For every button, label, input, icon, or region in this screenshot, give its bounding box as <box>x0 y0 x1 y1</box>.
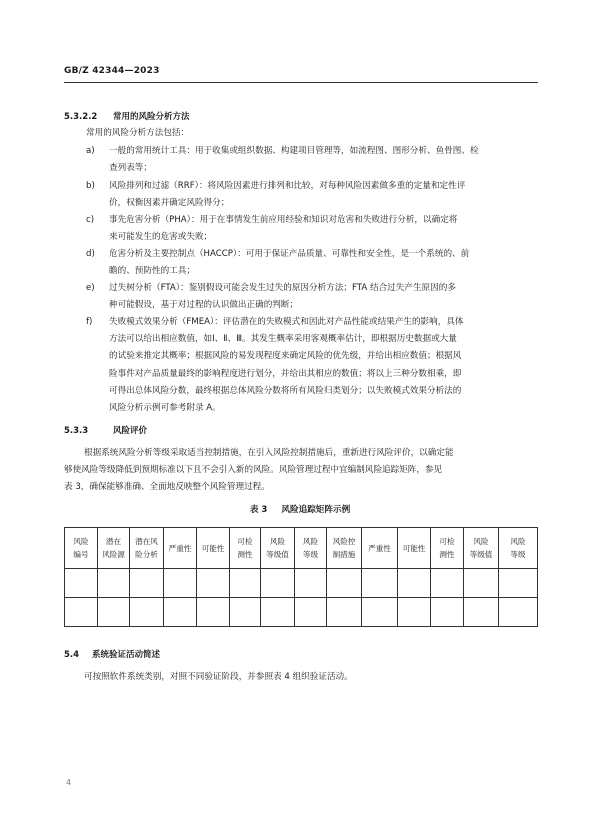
list-item-label: e) <box>86 283 95 293</box>
section-number: 5.4 <box>64 650 80 660</box>
table-row <box>65 569 538 598</box>
list-item <box>86 143 537 177</box>
column-header: 可能性 <box>197 528 230 569</box>
table-cell <box>398 598 431 627</box>
column-header: 潜在 风险源 <box>98 528 130 569</box>
table-cell <box>431 569 464 598</box>
table-cell <box>431 598 464 627</box>
table-cell <box>98 569 130 598</box>
list-item-line: 风险分析示例可参考附录 A。 <box>109 403 221 414</box>
column-header: 风险 等级 <box>499 528 538 569</box>
list-item <box>86 212 537 246</box>
column-header: 风险 等级 <box>295 528 327 569</box>
table-cell <box>499 569 538 598</box>
section-title: 常用的风险分析方法 <box>113 112 190 122</box>
list-item-line: 的试验来推定其概率；根据风险的易发现程度来确定风险的优先级，并给出相应数值；根据风 <box>109 351 462 362</box>
section-number: 5.3.2.2 <box>64 112 98 122</box>
table-cell <box>295 569 327 598</box>
list-item-line: 来可能发生的危害或失败； <box>109 232 213 243</box>
list-item-label: a) <box>86 146 95 156</box>
section-heading-5322 <box>64 110 190 122</box>
column-header: 风险控 制措施 <box>327 528 362 569</box>
list-item-line: 方法可以给出相应数值，如Ⅰ、Ⅱ、Ⅲ。其发生概率采用客观概率估计，即根据历史数据或大量 <box>109 334 457 345</box>
paragraph-line: 根据系统风险分析等级采取适当控制措施，在引入风险控制措施后，重新进行风险评价，以确定能 <box>84 448 454 458</box>
table-cell <box>464 569 499 598</box>
risk-tracking-matrix-table <box>64 527 538 627</box>
table-cell <box>65 569 98 598</box>
table-cell <box>197 598 230 627</box>
list-item-line: 一般的常用统计工具：用于收集或组织数据、构建项目管理等，如流程图、图形分析、鱼骨图、检 <box>109 146 479 156</box>
risk-evaluation-paragraph <box>64 445 537 496</box>
list-item-label: c) <box>86 215 95 225</box>
list-item-line: 价，权衡因素并确定风险得分； <box>109 198 230 209</box>
table-cell <box>230 598 261 627</box>
table-cell <box>398 569 431 598</box>
table-cell <box>98 598 130 627</box>
list-item-line: 事先危害分析（PHA）：用于在事情发生前应用经验和知识对危害和失败进行分析，以确定将 <box>109 215 458 225</box>
table-cell <box>362 569 398 598</box>
list-item-label: d) <box>86 249 95 259</box>
table-cell <box>327 598 362 627</box>
table-cell <box>499 598 538 627</box>
column-header: 可检 测性 <box>431 528 464 569</box>
paragraph-line: 表 3，确保能够准确、全面地反映整个风险管理过程。 <box>64 482 270 492</box>
list-item-line: 险事件对产品质量最终的影响程度进行划分，并给出其相应的数值；将以上三种分数相乘，即 <box>109 368 462 379</box>
list-item-line: 风险排列和过滤（RRF）：将风险因素进行排列和比较，对每种风险因素做多重的定量和定性评 <box>109 181 466 191</box>
methods-intro: 常用的风险分析方法包括： <box>86 128 190 138</box>
column-header: 潜在风 险分析 <box>130 528 164 569</box>
column-header: 严重性 <box>164 528 197 569</box>
table-cell <box>362 598 398 627</box>
list-item-line: 危害分析及主要控制点（HACCP）：可用于保证产品质量、可靠性和安全性，是一个系统的、前 <box>109 249 470 259</box>
list-item-label: b) <box>86 181 95 191</box>
table-row <box>65 598 538 627</box>
list-item-line: 种可能假设，基于对过程的认识做出正确的判断； <box>109 300 299 311</box>
table-header-row <box>65 528 538 569</box>
table-cell <box>261 598 295 627</box>
list-item-line: 瞻的、预防性的工具； <box>109 266 195 277</box>
list-item-label: f) <box>86 317 93 327</box>
column-header: 风险 等级值 <box>261 528 295 569</box>
column-header: 可检 测性 <box>230 528 261 569</box>
column-header: 风险 等级值 <box>464 528 499 569</box>
column-header: 可能性 <box>398 528 431 569</box>
table-cell <box>164 569 197 598</box>
list-item-line: 查列表等； <box>109 163 152 174</box>
table-title: 风险追踪矩阵示例 <box>281 505 351 515</box>
section-heading-54 <box>64 648 160 660</box>
table-cell <box>327 569 362 598</box>
list-item <box>86 280 537 314</box>
table-cell <box>261 569 295 598</box>
table-cell <box>130 598 164 627</box>
table-cell <box>230 569 261 598</box>
section-number: 5.3.3 <box>64 426 89 436</box>
table-cell <box>164 598 197 627</box>
list-item-line: 可得出总体风险分数，最终根据总体风险分数将所有风险归类划分；以失败模式效果分析法的 <box>109 385 462 396</box>
section-heading-533 <box>64 424 147 436</box>
list-item <box>86 178 537 212</box>
column-header: 严重性 <box>362 528 398 569</box>
table-cell <box>295 598 327 627</box>
verification-paragraph: 可按照软件系统类别，对照不同验证阶段，并参照表 4 组织验证活动。 <box>84 672 353 682</box>
table-cell <box>65 598 98 627</box>
standard-number: GB/Z 42344—2023 <box>64 66 160 76</box>
table-cell <box>464 598 499 627</box>
table-caption <box>0 503 600 515</box>
header-rule <box>64 82 538 83</box>
list-item-line: 过失树分析（FTA）：鉴别假设可能会发生过失的原因分析方法；FTA 结合过失产生原因的多 <box>109 283 456 293</box>
table-body <box>65 569 538 627</box>
list-item <box>86 314 537 417</box>
paragraph-line: 够使风险等级降低到预期标准以下且不会引入新的风险。风险管理过程中宜编制风险追踪矩阵，参见 <box>64 465 443 475</box>
table-cell <box>130 569 164 598</box>
list-item-line: 失败模式效果分析（FMEA）：评估潜在的失败模式和因此对产品性能或结果产生的影响，具体 <box>109 317 464 327</box>
table-cell <box>197 569 230 598</box>
section-title: 系统验证活动简述 <box>92 650 161 660</box>
section-title: 风险评价 <box>113 426 148 436</box>
list-item <box>86 246 537 280</box>
column-header: 风险 编号 <box>65 528 98 569</box>
page-number: 4 <box>66 778 72 787</box>
table-number: 表 3 <box>249 505 268 515</box>
